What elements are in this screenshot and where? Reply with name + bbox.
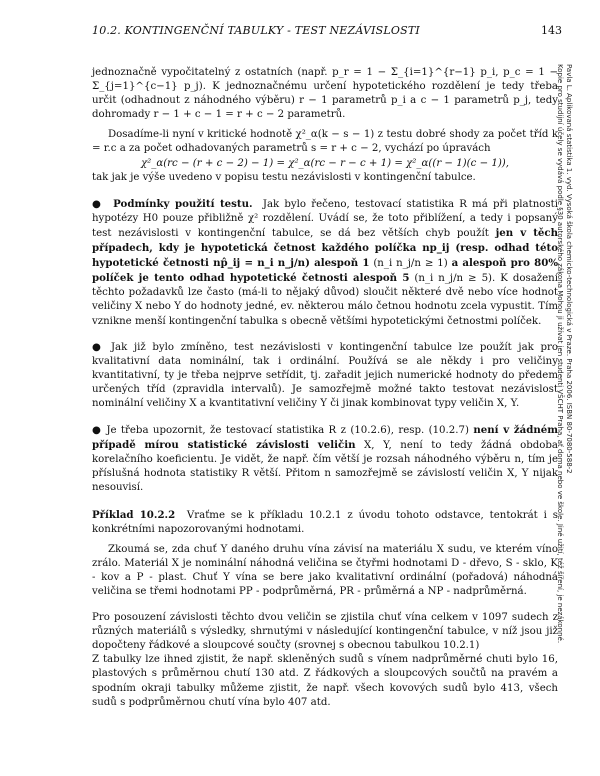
bullet-data-types: ● Jak již bylo zmíněno, test nezávislosti v kontingenční tabulce lze použít jak pro kvalitativní data nominální, tak i ordinální. Používá se ale někdy i pro veličiny kvantitativní, ty je třeba nejprve setřídit, tj. zařadit jejich numerické hodnoty do předem určených tříd (zpravidla intervalů). Je samozřejmě možné takto testovat nezávislost nominální veličiny X a kvantitativní veličiny Y či jinak kombinovat typy veličin X, Y. bbox=[92, 341, 559, 409]
paragraph: Z tabulky lze ihned zjistit, že např. skleněných sudů s vínem nadprůměrné chuti bylo 16, plastových s průměrnou chutí 130 atd. Z řádkových a sloupcových součtů na pravém a spodním okraji tabulky můžeme zjistit, že např. všech kovových sudů bylo 413, všech sudů s podprůměrnou chutí vína bylo 407 atd. bbox=[92, 654, 558, 708]
paragraph: Dosadíme-li nyní v kritické hodnotě χ²_α(k − s − 1) z testu dobré shody za počet tříd k = r.c a za počet odhadovaných parametrů s = r + c − 2, vychází po úpravách bbox=[92, 129, 558, 155]
side-note-line: Pavla L. Aplikovaná statistika 1. vyd. Vysoká škola chemicko-technologická v Praze. Praha 2006. ISBN 80-7080-588-2 bbox=[565, 64, 573, 474]
page-number: 143 bbox=[541, 24, 562, 37]
running-header-title: 10.2. KONTINGENČNÍ TABULKY - TEST NEZÁVISLOSTI bbox=[92, 24, 420, 37]
bullet-warning: ● Je třeba upozornit, že testovací statistika R z (10.2.6), resp. (10.2.7) není v žádném případě mírou statistické závislosti veličin X, Y, není to tedy žádná obdoba korelačního koeficientu. Je vidět, že např. čím větší je rozsah náhodného výběru n, tím je příslušná hodnota statistiky R větší. Přitom n samozřejmě se závislostí veličin X, Y nijak nesouvisí. bbox=[92, 424, 558, 494]
paragraph: Pro posouzení závislosti těchto dvou veličin se zjistila chuť vína celkem v 1097 sudech z různých materiálů s výsledky, shrnutými v následující kontingenční tabulce, v níž jsou již dopočteny řádkové a sloupcové součty (srovnej s obecnou tabulkou 10.2.1) bbox=[92, 612, 558, 652]
side-note-line: Kopie pro studijní účely se vydává podle §30 autorského zákona Mohou ji užívat jen studenti VŠCHT Praha, ať doma nebo ve škole. Jiné užití, též šíření, je nezákonné. bbox=[556, 64, 564, 644]
example-title: Příklad 10.2.2 bbox=[92, 508, 176, 521]
bullet-title: Podmínky použití testu. bbox=[113, 197, 253, 210]
equation: χ²_α(rc − (r + c − 2) − 1) = χ²_α(rc − r − c + 1) = χ²_α((r − 1)(c − 1)), bbox=[140, 157, 510, 169]
page-body bbox=[92, 66, 558, 710]
paragraph: Zkoumá se, zda chuť Y daného druhu vína závisí na materiálu X sudu, ve kterém víno zrálo. Materiál X je nominální náhodná veličina se čtyřmi hodnotami D - dřevo, S - sklo, K - kov a P - plast. Chuť Y vína se bere jako kvalitativní ordinální (pořadová) náhodná veličina se třemi hodnotami PP - podprůměrná, PR - průměrná a NP - nadprůměrná. bbox=[92, 543, 558, 597]
paragraph: tak jak je výše uvedeno v popisu testu nezávislosti v kontingenční tabulce. bbox=[92, 171, 476, 183]
example-intro: Příklad 10.2.2 Vraťme se k příkladu 10.2.1 z úvodu tohoto odstavce, tentokrát i s konkrétními napozorovanými hodnotami. bbox=[92, 508, 558, 535]
side-copyright-note bbox=[556, 64, 573, 644]
paragraph: jednoznačně vypočitatelný z ostatních (např. p_r = 1 − Σ_{i=1}^{r−1} p_i, p_c = 1 − Σ_{j=1}^{c−1} p_j). K jednoznačnému určení hypotetického rozdělení je tedy třeba určit (odhadnout z náhodného výběru) r − 1 parametrů p_i a c − 1 parametrů p_j, tedy dohromady r − 1 + c − 1 = r + c − 2 parametrů. bbox=[92, 67, 558, 121]
bullet-conditions: ● Podmínky použití testu. Jak bylo řečeno, testovací statistika R má při platnosti hypotézy H0 pouze přibližně χ² rozdělení. Uvádí se, že toto přiblížení, a tedy i popsaný test nezávislosti v kontingenční tabulce, se dá bez větších chyb použít jen v těch případech, kdy je hypotetická četnost každého políčka np_ij (resp. odhad této hypotetické četnosti np̂_ij = n_i n_j/n) alespoň 1 (n_i n_j/n ≥ 1) a alespoň pro 80% políček je tento odhad hypotetické četnosti alespoň 5 (n_i n_j/n ≥ 5). K dosažení těchto požadavků lze často (má-li to nějaký důvod) sloučit některé dvě nebo více hodnot veličiny X nebo Y do hodnoty jedné, ev. některou málo četnou hodnotu zcela vypustit. Tím vznikne menší kontingenční tabulka s obecně většími hypotetickými četnostmi políček. bbox=[92, 197, 559, 327]
